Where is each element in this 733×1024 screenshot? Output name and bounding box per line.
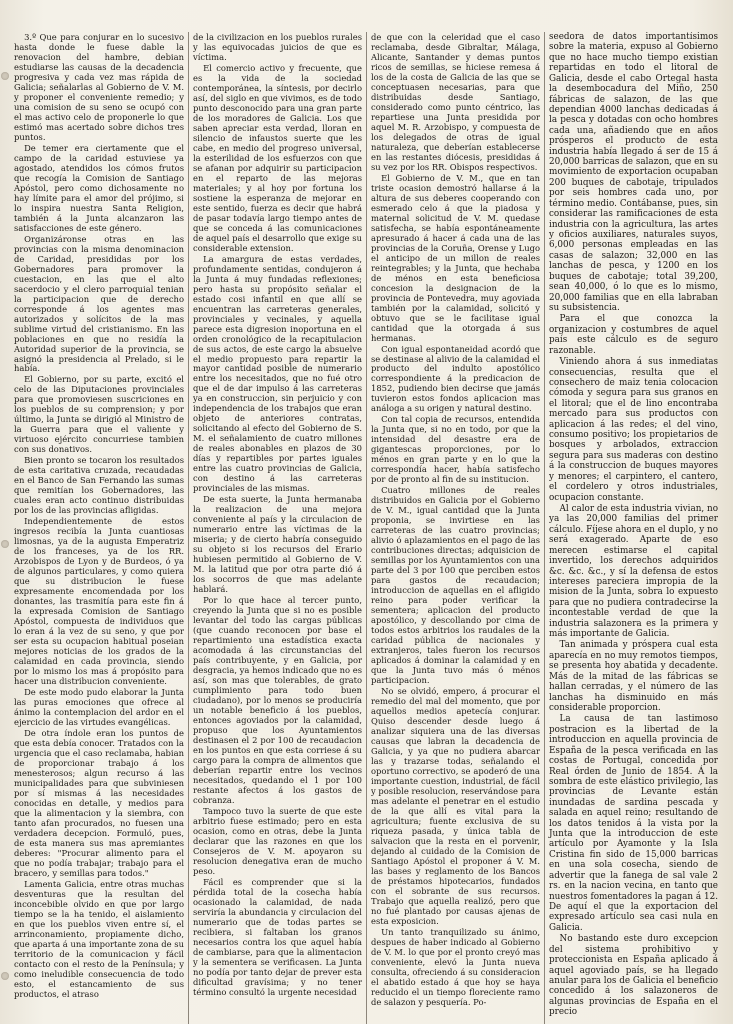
paragraph: Bien pronto se tocaron los resultados de esta caritativa cruzada, recaudadas en el Banco de San Fernando las sumas que remitían los Gobernadores, las cuales eran acto continuo distribuidas por los de las provincias afligidas. (14, 455, 184, 516)
paragraph: Viniendo ahora á sus inmediatas consecuencias, resulta que el consechero de maiz tenia colocacion cómoda y segura para sus granos en el litoral; que el de lino encontraba mercado para sus productos con aplicacion á las redes; el del vino, consumo positivo; los propietarios de bosques y arbolados, extraccion segura para sus maderas con destino á la construccion de buques mayores y menores; el carpintero, el cantero, el cordelero y otros industriales, ocupacion constante. (549, 357, 718, 503)
paragraph: La amargura de estas verdades, profundamente sentidas, condujeron á la Junta á muy fundadas reflexiones; pero hasta su propósito señalar el estado cosi infantil en que allí se encuentran las carreteras generales, provinciales y vecinales, y aquella parece esta digresion inoportuna en el orden cronológico de la recapitulacion de sus actos, de este cargo la absuelve el medio propuesto para repartir la mayor cantidad posible de numerario entre los necesitados, que no fué otro que el de dar impulso á las carreteras ya en construccion, sin perjuicio y con independencia de los trabajos que eran objeto de anteriores contratas, solicitando al efecto del Gobierno de S. M. el señalamiento de cuatro millones de reales abonables en plazos de 30 días y repartibles por partes iguales entre las cuatro provincias de Galicia, con destino á las carreteras provinciales de las mismas. (193, 253, 362, 494)
paragraph: Fácil es comprender que si la pérdida total de la cosecha había ocasionado la calamidad, de nada serviría la abundancia y circulacion del numerario que de todas partes se recibiera, si faltaban los granos necesarios contra los que aquel había de cambiarse, para que la alimentacion y la sementera se verificasen. La Junta no podía por tanto dejar de prever esta dificultad gravísima; y no tener término consultó la urgente necesidad (193, 876, 362, 997)
paragraph: De otra índole eran los puntos de que esta debía conocer. Tratados con la urgencia que el caso reclamaba, habian de proporcionar trabajo á los menesterosos; algun recurso á las municipalidades para que subviniesen por sí mismas á las necesidades conocidas en detalle, y medios para que la alimentacion y la siembra, con tanto afan procurados, no fuesen una verdadera decepcion. Formuló, pues, de esta manera sus mas apremiantes deberes: "Procurar alimento para el que no podía trabajar; trabajo para el bracero, y semillas para todos." (14, 727, 184, 878)
paragraph: Por lo que hace al tercer punto, creyendo la Junta que si no es posible levantar del todo las cargas públicas (que cuando reconocen por base el repartimiento una estadística exacta acomodada á las circunstancias del país contribuyente, y en Galicia, por desgracia, ya hemos indicado que no es así, son mas que tolerables, de grato cumplimiento para todo buen ciudadano), por lo menos se produciría un notable beneficio á los pueblos, entonces agoviados por la calamidad, propuso que los Ayuntamientos destinasen el 2 por 100 de recaudacion en los puntos en que esta corriese á su cargo para la compra de alimentos que deberían repartir entre los vecinos necesitados, quedando el 1 por 100 restante afectos á los gastos de cobranza. (193, 595, 362, 805)
paragraph: El Gobierno, por su parte, excitó el celo de las Diputaciones provinciales para que promoviesen suscriciones en los pueblos de su comprension; y por último, la Junta se dirigió al Ministro de la Guerra para que el valiente y virtuoso ejército concurriese tambien con sus donativos. (14, 374, 184, 455)
paragraph: Con tal copia de recursos, entendida la Junta que, si no en todo, por que la intensidad del desastre era de gigantescas proporciones, por lo ménos en gran parte y en lo que la correspondía hacer, había satisfecho por de pronto al fin de su institucion. (371, 414, 540, 485)
paragraph: de que con la celeridad que el caso reclamaba, desde Gibraltar, Málaga, Alicante, Santander y demas puntos ricos de semillas, se hiciese remesa á los de la costa de Galicia de las que se conceptuasen necesarias, para que distribuidas desde Santiago, considerado como punto céntrico, las repartiese una Junta presidida por aquel M. R. Arzobispo, y compuesta de los delegados de otras de igual naturaleza, que deberían establecerse en las restantes diócesis, presididas á su vez por los RR. Obispos respectivos. (371, 32, 540, 172)
paragraph: Tampoco tuvo la suerte de que este arbitrio fuese estimado; pero en esta ocasion, como en otras, debe la Junta declarar que las razones en que los Consejeros de V. M. apoyaron su resolucion denegativa eran de mucho peso. (193, 805, 362, 876)
paragraph: Para el que conozca la organizacion y costumbres de aquel país este cálculo es de seguro razonable. (549, 314, 718, 356)
paragraph: El comercio activo y frecuente, que es la vida de la sociedad contemporánea, la síntesis, por decirlo así, del siglo en que vivimos, es de todo punto desconocido para una gran parte de los moradores de Galicia. Los que saben apreciar esta verdad, lloran en silencio de infaustos suerte que les cabe, en medio del progreso universal, la esterilidad de los esfuerzos con que se afanan por adquirir su participacion en el reparto de las mejoras materiales; y al hoy por fortuna los sostiene la esperanza de mejorar en este sentido, fuerza es decir que habrá de pasar todavía largo tiempo antes de que se conceda á las comunicaciones de aquel país el desarrollo que exige su considerable extension. (193, 62, 362, 253)
paragraph: de la civilizacion en los pueblos rurales y las equivocadas juicios de que es víctima. (193, 32, 362, 62)
paragraph: No se olvidó, empero, á procurar el remedio del mal del momento, que por aquellos medios apetecía conjurar. Quiso descender desde luego á analizar siquiera una de las diversas causas que labran la decadencia de Galicia, y ya que no pudiera abarcar las y trazarse todas, señalando el oportuno correctivo, se apoderó de una importante cuestion, industrial, de fácil y posible resolucion, reservándose para mas adelante el penetrar en el estudio de la que allí es vital para la agricultura; fuente exclusiva de su riqueza pasada, y única tabla de salvacion que la resta en el porvenir, dejando al cuidado de la Comision de Santiago Apóstol el proponer á V. M. las bases y reglamento de los Bancos de préstamos hipotecarios, fundados con el sobrante de sus recursos. Trabajo que aquella realizó, pero que no fué plantado por causas ajenas de esta exposicion. (371, 685, 540, 926)
column-3 (366, 32, 544, 1024)
paragraph: La causa de tan lastimoso postracion es la libertad de la introduccion en aquella provincia de España de la pesca verificada en las costas de Portugal, concedida por Real órden de Junio de 1854. Á la sombra de este elástico privilegio, las provincias de Levante están inundadas de sardina pescada y salada en aquel reino; resultando de los datos tenidos á la vista por la Junta que la introduccion de este artículo por Ayamonte y la Isla Cristina fin sido de 15,000 barricas en una sola cosecha, siendo de advertir que la fanega de sal vale 2 rs. en la nacion vecina, en tanto que nuestros fomentadores la pagan á 12. De aquí el que la exportacion del expresado artículo sea casi nula en Galicia. (549, 714, 718, 933)
paragraph: De temer era ciertamente que el campo de la caridad estuviese ya agostado, atendidos los cómos frutos que recogía la Comision de Santiago Apóstol, pero como dichosamente no hay límite para el amor del prójimo, si lo inspira nuestra Santa Religion, también á la Junta alcanzaron las satisfacciones de este género. (14, 142, 184, 233)
paragraph: Tan animada y próspera cual esta aparecía en no muy remotos tiempos, se presenta hoy abatida y decadente. Más de la mitad de las fábricas se hallan cerradas, y el número de las lanchas ha disminuido en más considerable proporcion. (549, 640, 718, 713)
paragraph: De esta suerte, la Junta hermanaba la realizacion de una mejora conveniente al país y la circulacion de numerario entre las víctimas de la miseria; y de cierto habría conseguido su objeto si los recursos del Erario hubiesen permitido al Gobierno de V. M. la latitud que por otra parte dió á los socorros de que mas adelante hablará. (193, 494, 362, 595)
paragraph: No bastando este duro excepcion del sistema prohibitivo y proteccionista en España aplicado á aquel agoviado país, se ha llegado anular para los de Galicia el beneficio concedido á los salazoneros de algunas provincias de España en el precio (549, 934, 718, 1018)
binding-hole (1, 540, 9, 548)
paragraph: 3.º Que para conjurar en lo sucesivo hasta donde le fuese dable la renovacion del hambre, debian estudiarse las causas de la decadencia progresiva y cada vez mas rápida de Galicia; señalarlas al Gobierno de V. M. y proponer el conveniente remedio; y una comision de su seno se ocupó con el mas activo celo de proponerle lo que estimó mas acertado sobre dichos tres puntos. (14, 32, 184, 142)
column-2 (188, 32, 366, 1024)
paragraph: El Gobierno de V. M., que en tan triste ocasion demostró hallarse á la altura de sus deberes cooperando con esmerado celo á que la piadosa y maternal solicitud de V. M. quedase satisfecha, se había espontáneamente apresurado á hacer á cada una de las provincias de la Coruña, Orense y Lugo el anticipo de un millon de reales reintegrables; y la Junta, que hechaba de ménos en esta beneficiosa concesion la designacion de la provincia de Pontevedra, muy agoviada también por la calamidad, solicitó y obtuvo que se le facilitase igual cantidad que la otorgada á sus hermanas. (371, 172, 540, 343)
paragraph: Un tanto tranquilizado su ánimo, despues de haber indicado al Gobierno de V. M. lo que por el pronto creyó mas conveniente, elevó la Junta nueva consulta, ofreciendo á su consideracion el abatido estado á que hoy se haya reducido el un tiempo floreciente ramo de salazon y pesquería. Po- (371, 926, 540, 1007)
paragraph: Cuatro millones de reales distribuidos en Galicia por el Gobierno de V. M., igual cantidad que la Junta proponia, se invirtiese en las carreteras de las cuatro provincias; alivio ó aplazamientos en el pago de las contribuciones directas; adquisicion de semillas por los Ayuntamientos con una parte del 3 por 100 que perciben estos para gastos de recaudacion; introduccion de aquellas en el afligido reino para poder verificar la sementera; aplicacion del producto apostólico, y descollando por cima de todos estos arbitrios los raudales de la caridad pública de nacionales y extranjeros, tales fueron los recursos aplicados á dominar la calamidad y en que la Junta tuvo más ó ménos participacion. (371, 485, 540, 685)
paragraph: De este modo pudo elaborar la Junta las puras emociones que ofrece al ánimo la contemplacion del ardor en el ejercicio de las virtudes evangélicas. (14, 686, 184, 727)
binding-hole (1, 72, 9, 80)
paragraph: seedora de datos importantísimos sobre la materia, expuso al Gobierno que no hace mucho tiempo existian repartidas en todo el litoral de Galicia, desde el cabo Ortegal hasta la desembocadura del Miño, 250 fábricas de salazon, de las que dependian 4000 lanchas dedicadas á la pesca y dotadas con ocho hombres cada una, añadiendo que en años prósperos el producto de esta industria había llegado á ser de 15 á 20,000 barricas de salazon, que en su movimiento de exportacion ocupaban 200 buques de cabotaje, tripulados por seis hombres cada uno, por término medio. Contábanse, pues, sin considerar las ramificaciones de esta industria con la agricultura, las artes y oficios auxiliares, naturales suyos, 6,000 personas empleadas en las casas de salazon; 32,000 en las lanchas de pesca, y 1200 en los buques de cabotaje; total 39,200, sean 40,000, ó lo que es lo mismo, 20,000 familias que en ella labraban su subsistencia. (549, 32, 718, 313)
text-columns (10, 32, 723, 1024)
column-1 (10, 32, 188, 1024)
paragraph: Lamenta Galicia, entre otras muchas desventuras que la resultan del inconcebible olvido en que por largo tiempo se la ha tenido, el aislamiento en que los pueblos viven entre sí, el arrinconamiento, propiamente dicho, que aparta á una importante zona de su territorio de la comunicacion y fácil contacto con el resto de la Península; y como ineludible consecuencia de todo esto, el estancamiento de sus productos, el atraso (14, 878, 184, 999)
paragraph: Con igual espontaneidad acordó que se destinase al alivio de la calamidad el producto del indulto apostólico correspondiente á la predicacion de 1852, pudiendo bien decirse que jamás tuvieron estos fondos aplicacion mas análoga a su origen y natural destino. (371, 343, 540, 414)
paragraph: Organizáronse otras en las provincias con la misma denominacion de Caridad, presididas por los Gobernadores para promover la cuestacion, en las que el alto sacerdocio y el clero parroquial tenian la participacion que de derecho corresponde á los agentes mas autorizados y solícitos de la mas sublime virtud del cristianismo. En las poblaciones en que no residía la Autoridad superior de la provincia, se asignó la presidencia al Prelado, si le había. (14, 233, 184, 374)
column-4 (544, 32, 722, 1024)
binding-hole (1, 972, 9, 980)
paragraph: Independientemente de estos ingresos recibía la Junta cuantiosas limosnas, ya de la augusta Emperatriz de los franceses, ya de los RR. Arzobispos de Lyon y de Burdeos, ó ya de algunos particulares, y como quiera que su distribucion le fuese expresamente encomendada por los donantes, las trasmitía para este fin á la expresada Comision de Santiago Apóstol, compuesta de individuos que lo eran á la vez de su seno, y que por ser esta su ocupacion habitual poseian mejores noticias de los grados de la calamidad en cada provincia, siendo por lo mismo los mas á propósito para hacer una distribucion conveniente. (14, 516, 184, 686)
paragraph: Al calor de esta industria vivian, no ya las 20,000 familias del primer cálculo. Fíjese ahora en el duplo, y no será exagerado. Aparte de eso merecen estimarse el capital invertido, los derechos adquiridos &c. &c. &c., y sí la defensa de estos intereses pareciera impropia de la mision de la Junta, sobra lo expuesto para que no pudiera contradecirse la incontestable verdad de que la industria salazonera es la primera y más importante de Galicia. (549, 503, 718, 640)
